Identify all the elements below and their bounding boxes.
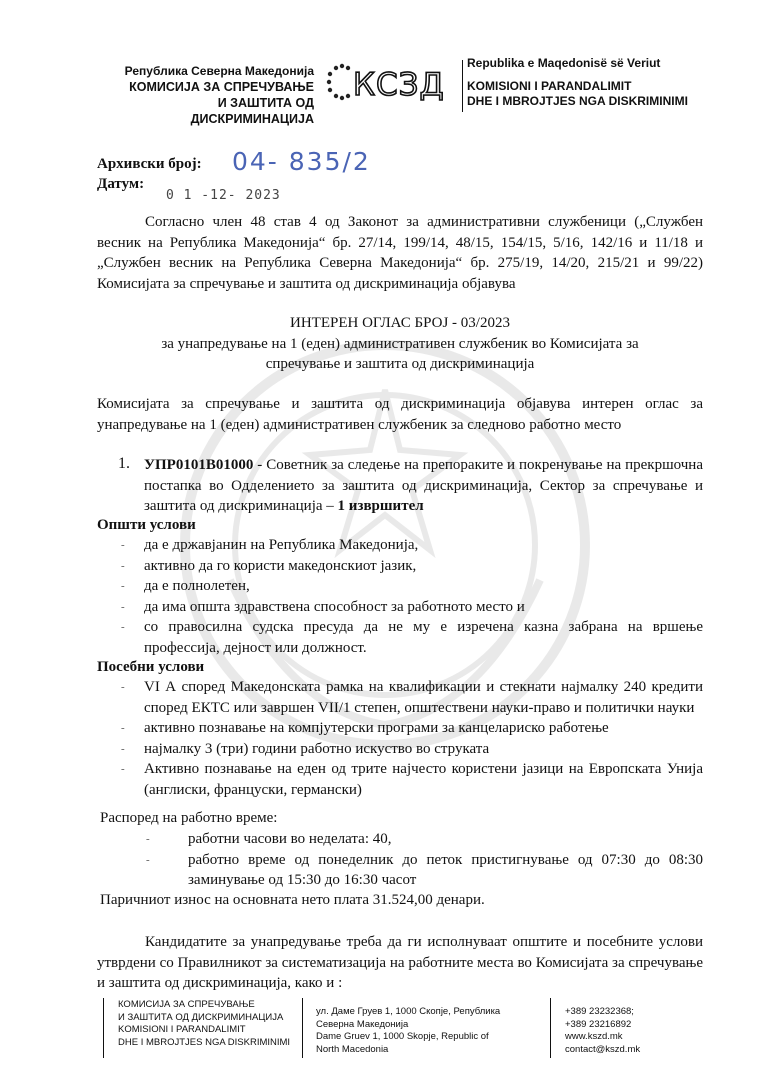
footer-address: ул. Даме Груев 1, 1000 Скопје, Република Северна Македонија Dame Gruev 1, 1000 Skopje, Republic of North Macedonia [316, 1006, 501, 1055]
svg-text:КСЗД: КСЗД [353, 67, 445, 103]
footer-phone-2: +389 23216892 [565, 1018, 632, 1030]
list-item: - VI А според Македонската рамка на квалификации и стекнати најмалку 240 кредити според ЕКТС или завршен VII/1 степен, општествени науки-право и политички науки [121, 679, 703, 716]
list-item: - најмалку 3 (три) години работно искуство во струката [121, 740, 490, 757]
list-item: - со правосилна судска пресуда да не му е изречена казна забрана на вршење профессија, дејност или должност. [121, 619, 703, 656]
date-label: Датум: [97, 176, 145, 192]
archive-number: 04- 835/2 [232, 147, 371, 176]
header-left [96, 64, 314, 127]
general-list [121, 535, 703, 658]
header-divider [462, 60, 463, 112]
footer-contact [565, 1006, 640, 1056]
special-list [121, 677, 703, 800]
position-text: - Советник за следење на препораките и покренување на прекршочна постапка во Одделението за заштита од дискриминација, Сектор за спречување и заштита од дискриминација – [144, 457, 703, 514]
announcement-title [97, 313, 703, 375]
footer-phone-1: +389 23232368; [565, 1006, 634, 1017]
list-item: - активно да го користи македонскиот јазик, [121, 557, 417, 574]
header-commission-al-2: DHE I MBROJTJES NGA DISKRIMINIMI [467, 94, 688, 108]
footer-org: КОМИСИЈА ЗА СПРЕЧУВАЊЕ И ЗАШТИТА ОД ДИСКРИМИНАЦИЈА KOMISIONI I PARANDALIMIT DHE I MBROJTJES NGA DISKRIMINIMI [118, 999, 291, 1048]
archive-label: Архивски број: [97, 156, 202, 172]
footer-divider-mid [302, 998, 303, 1058]
schedule-list [146, 829, 703, 891]
footer-divider-left [103, 998, 104, 1058]
schedule-heading: Распоред на работно време: [100, 810, 278, 826]
list-item: - работни часови во неделата: 40, [146, 831, 392, 847]
kszd-logo [326, 62, 456, 106]
list-item: - активно познавање на компјутерски програми за канцелариско работење [121, 720, 609, 736]
header-right [467, 56, 727, 109]
salary-line: Паричниот износ на основната нето плата 31.524,00 денари. [100, 892, 485, 908]
footer-email: contact@kszd.mk [565, 1043, 641, 1055]
position-description [144, 455, 703, 517]
intro-paragraph: Согласно член 48 став 4 од Законот за административни службеници („Службен весник на Република Македонија“ бр. 27/14, 199/14, 48/15, 154/15, 5/16, 142/16 и 11/18 и „Службен весник на Република Северна Македонија“ бр. 275/19, 14/20, 215/21 и 99/22) Комисијата за спречување и заштита од дискриминација објавува [97, 214, 703, 292]
closing-paragraph: Кандидатите за унапредување треба да ги исполнуваат општите и посебните услови утврдени со Правилникот за систематизација на работните места во Комисијата за спречување и заштита од дискриминација, како и : [97, 934, 703, 991]
position-number: 1. [118, 455, 130, 472]
title-line-2: за унапредување на 1 (еден) административен службеник во Комисијата за [161, 335, 639, 352]
header-country-al: Republika e Maqedonisë së Veriut [467, 56, 661, 70]
special-heading: Посебни услови [97, 659, 205, 675]
list-item: - да е полнолетен, [121, 578, 250, 594]
list-item: - Активно познавање на еден од трите најчесто користени јазици на Европската Унија (англиски, француски, германски) [121, 761, 703, 798]
lead-paragraph: Комисијата за спречување и заштита од дискриминација објавува интерен оглас за унапредување на 1 (еден) административен службеник за следново работно место [97, 396, 703, 433]
title-line-3: спречување и заштита од дискриминација [265, 356, 535, 372]
list-item: - да има општа здравствена способност за работното место и [121, 598, 525, 615]
title-line-1: ИНТЕРЕН ОГЛАС БРОЈ - 03/2023 [290, 315, 510, 331]
list-item: - работно време од понеделник до петок пристигнување од 07:30 до 08:30 заминување од 15:30 до 16:30 часот [146, 851, 703, 888]
position-executors: 1 извршител [337, 498, 424, 514]
list-item: - да е државјанин на Република Македонија, [121, 537, 419, 553]
date-stamp: 0 1 -12- 2023 [166, 188, 281, 203]
header-commission-mk-1: КОМИСИЈА ЗА СПРЕЧУВАЊЕ [129, 80, 314, 94]
position-code: УПР0101В01000 [144, 457, 254, 473]
header-commission-al-1: KOMISIONI I PARANDALIMIT [467, 79, 632, 93]
general-heading: Општи услови [97, 517, 196, 533]
footer-divider-right [550, 998, 551, 1058]
header-country-mk: Република Северна Македонија [124, 64, 314, 78]
footer-website: www.kszd.mk [565, 1031, 623, 1042]
header-commission-mk-2: И ЗАШТИТА ОД ДИСКРИМИНАЦИЈА [190, 96, 314, 126]
